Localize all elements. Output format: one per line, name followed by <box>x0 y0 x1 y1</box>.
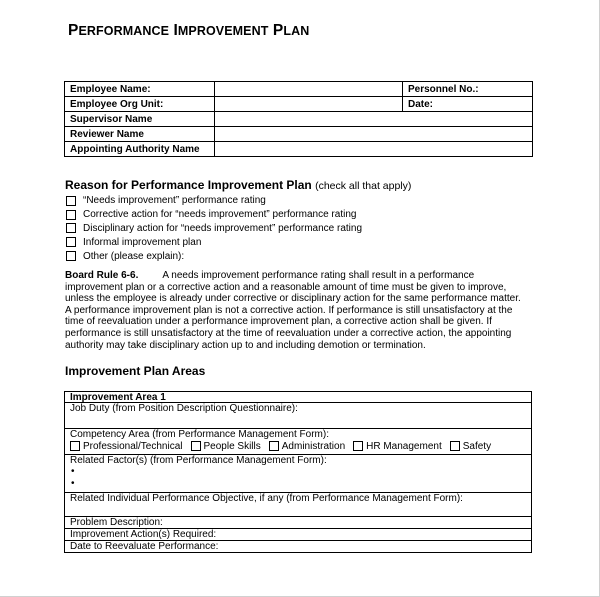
employee-name-label: Employee Name: <box>65 82 215 97</box>
reason-option[interactable]: Corrective action for “needs improvement” performance rating <box>66 208 362 222</box>
improvement-area-table <box>64 391 532 553</box>
competency-option[interactable]: Safety <box>450 441 491 452</box>
area-title: Improvement Area 1 <box>64 391 532 403</box>
reason-option[interactable]: “Needs improvement” performance rating <box>66 194 362 208</box>
personnel-no-label: Personnel No.: <box>403 82 533 97</box>
bullet-item: • <box>71 466 75 477</box>
competency-option[interactable]: Professional/Technical <box>70 441 183 452</box>
reason-option[interactable]: Disciplinary action for “needs improvement” performance rating <box>66 222 362 236</box>
checkbox[interactable] <box>66 251 76 261</box>
checkbox[interactable] <box>191 441 201 451</box>
supervisor-name-field[interactable] <box>215 112 533 127</box>
reviewer-name-field[interactable] <box>215 127 533 142</box>
checkbox[interactable] <box>269 441 279 451</box>
appointing-authority-field[interactable] <box>215 142 533 157</box>
reason-option[interactable]: Informal improvement plan <box>66 235 362 249</box>
objective-row[interactable]: Related Individual Performance Objective, if any (from Performance Management Form): <box>64 493 532 517</box>
employee-name-field[interactable] <box>215 82 403 97</box>
competency-option[interactable]: Administration <box>269 441 345 452</box>
document-title: PERFORMANCE IMPROVEMENT PLAN <box>68 22 310 39</box>
reason-option[interactable]: Other (please explain): <box>66 249 362 263</box>
appointing-authority-label: Appointing Authority Name <box>65 142 215 157</box>
related-factors-row[interactable]: Related Factor(s) (from Performance Management Form): • • <box>64 455 532 493</box>
reason-checklist <box>66 194 362 263</box>
checkbox[interactable] <box>66 210 76 220</box>
job-duty-row[interactable]: Job Duty (from Position Description Questionnaire): <box>64 403 532 429</box>
competency-option[interactable]: HR Management <box>353 441 442 452</box>
reason-heading: Reason for Performance Improvement Plan (check all that apply) <box>65 178 412 192</box>
competency-row: Competency Area (from Performance Management Form): Professional/Technical People Skills Administration HR Management Safety <box>64 429 532 455</box>
checkbox[interactable] <box>450 441 460 451</box>
checkbox[interactable] <box>66 223 76 233</box>
problem-row[interactable]: Problem Description: <box>64 517 532 529</box>
board-rule-paragraph: Board Rule 6-6. A needs improvement performance rating shall result in a performance improvement plan or a corrective action and a reasonable amount of time must be given to improve, unless the employee is already under corrective or disciplinary action for the same performance matter. A performance improvement plan is not a corrective action. If performance is still unsatisfactory at the time of reevaluation under a performance improvement plan, a corrective action shall be given. If performance is still unsatisfactory at the time of reevaluation under a corrective action, the appointing authority may take disciplinary action up to and including demotion or termination. <box>65 270 521 351</box>
date-label: Date: <box>403 97 533 112</box>
actions-row[interactable]: Improvement Action(s) Required: <box>64 529 532 541</box>
reevaluate-row[interactable]: Date to Reevaluate Performance: <box>64 541 532 553</box>
checkbox[interactable] <box>353 441 363 451</box>
checkbox[interactable] <box>70 441 80 451</box>
supervisor-name-label: Supervisor Name <box>65 112 215 127</box>
competency-option[interactable]: People Skills <box>191 441 261 452</box>
improvement-areas-heading: Improvement Plan Areas <box>65 364 206 378</box>
org-unit-label: Employee Org Unit: <box>65 97 215 112</box>
org-unit-field[interactable] <box>215 97 403 112</box>
employee-info-table <box>64 81 533 157</box>
checkbox[interactable] <box>66 237 76 247</box>
checkbox[interactable] <box>66 196 76 206</box>
bullet-item: • <box>71 478 75 489</box>
reviewer-name-label: Reviewer Name <box>65 127 215 142</box>
